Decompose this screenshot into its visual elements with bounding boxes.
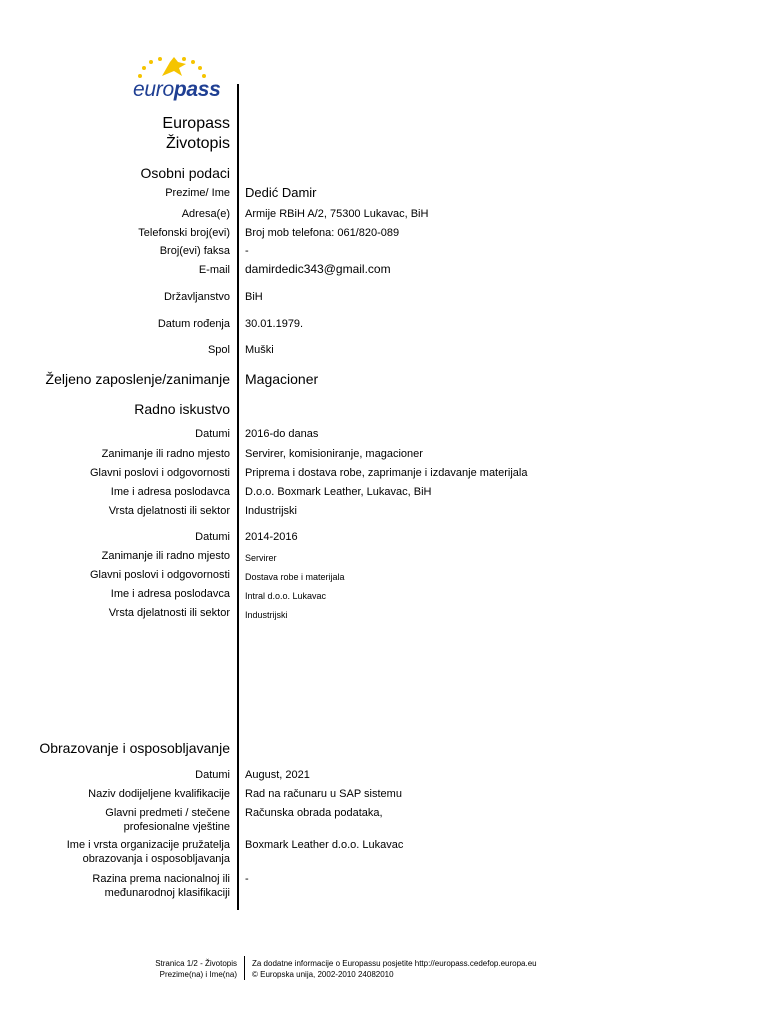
title-line-2: Životopis [165,135,230,152]
footer-divider [244,956,245,980]
footer-right-2: © Europska unija, 2002-2010 24082010 [252,970,394,979]
job1-label-employer: Ime i adresa poslodavca [110,486,230,498]
title-line-1: Europass [162,115,230,132]
section-heading-education: Obrazovanje i osposobljavanje [39,740,230,756]
job1-label-duties: Glavni poslovi i odgovornosti [89,467,230,479]
value-name: Dedić Damir [245,185,317,200]
label-address: Adresa(e) [181,208,230,220]
footer-left-1: Stranica 1/2 - Životopis [155,959,237,968]
job2-value-sector: Industrijski [245,610,288,620]
label-birthdate: Datum rođenja [157,318,230,330]
edu-label-dates: Datumi [195,769,230,781]
job2-value-employer: Intral d.o.o. Lukavac [245,591,327,601]
job2-label-sector: Vrsta djelatnosti ili sektor [108,607,230,619]
edu-value-level: - [245,873,249,885]
section-heading-personal: Osobni podaci [140,165,230,181]
job1-value-sector: Industrijski [245,505,297,517]
label-citizenship: Državljanstvo [163,291,230,303]
logo-text-pass: pass [173,78,221,101]
value-email[interactable]: damirdedic343@gmail.com [245,262,391,276]
section-heading-work: Radno iskustvo [134,401,230,417]
edu-label-qualification: Naziv dodijeljene kvalifikacije [88,788,230,800]
job2-value-duties: Dostava robe i materijala [245,572,345,582]
edu-value-qualification: Rad na računaru u SAP sistemu [245,788,402,800]
job2-label-duties: Glavni poslovi i odgovornosti [89,569,230,581]
label-gender: Spol [207,344,230,356]
value-desired-job: Magacioner [245,371,319,387]
value-address: Armije RBiH A/2, 75300 Lukavac, BiH [245,208,429,220]
label-email: E-mail [198,264,230,276]
label-desired-job: Željeno zaposlenje/zanimanje [45,371,230,387]
edu-label-level-1: Razina prema nacionalnoj ili [92,873,230,885]
job1-value-position: Servirer, komisioniranje, magacioner [245,448,423,460]
edu-label-organisation-1: Ime i vrsta organizacije pružatelja [66,839,230,851]
job1-label-position: Zanimanje ili radno mjesto [101,448,230,460]
job1-value-duties: Priprema i dostava robe, zaprimanje i izdavanje materijala [245,467,528,479]
footer-right-1: Za dodatne informacije o Europassu posjetite http://europass.cedefop.europa.eu [252,959,537,968]
value-phone: Broj mob telefona: 061/820-089 [245,227,400,239]
job1-label-dates: Datumi [195,428,230,440]
edu-value-dates: August, 2021 [245,769,310,781]
edu-label-subjects-1: Glavni predmeti / stečene [105,807,230,819]
value-birthdate: 30.01.1979. [245,318,304,330]
logo-wordmark [133,78,221,102]
label-name: Prezime/ Ime [165,187,230,199]
job2-label-position: Zanimanje ili radno mjesto [101,550,230,562]
job2-label-employer: Ime i adresa poslodavca [110,588,230,600]
job2-value-dates: 2014-2016 [245,531,298,543]
edu-value-organisation: Boxmark Leather d.o.o. Lukavac [245,839,404,851]
edu-label-subjects-2: profesionalne vještine [123,821,230,833]
job2-label-dates: Datumi [195,531,230,543]
label-phone: Telefonski broj(evi) [138,227,230,239]
job1-label-sector: Vrsta djelatnosti ili sektor [108,505,230,517]
label-fax: Broj(evi) faksa [159,245,230,257]
value-citizenship: BiH [245,291,263,303]
value-gender: Muški [245,344,274,356]
logo-text-euro: euro [133,78,174,101]
value-fax: - [245,245,249,257]
footer-left-2: Prezime(na) i Ime(na) [159,970,237,979]
job1-value-employer: D.o.o. Boxmark Leather, Lukavac, BiH [245,486,432,498]
job1-value-dates: 2016-do danas [245,428,319,440]
edu-value-subjects: Računska obrada podataka, [245,807,383,819]
job2-value-position: Servirer [245,553,277,563]
edu-label-organisation-2: obrazovanja i osposobljavanja [82,853,230,865]
edu-label-level-2: međunarodnoj klasifikaciji [104,887,230,899]
vertical-divider [237,84,239,910]
